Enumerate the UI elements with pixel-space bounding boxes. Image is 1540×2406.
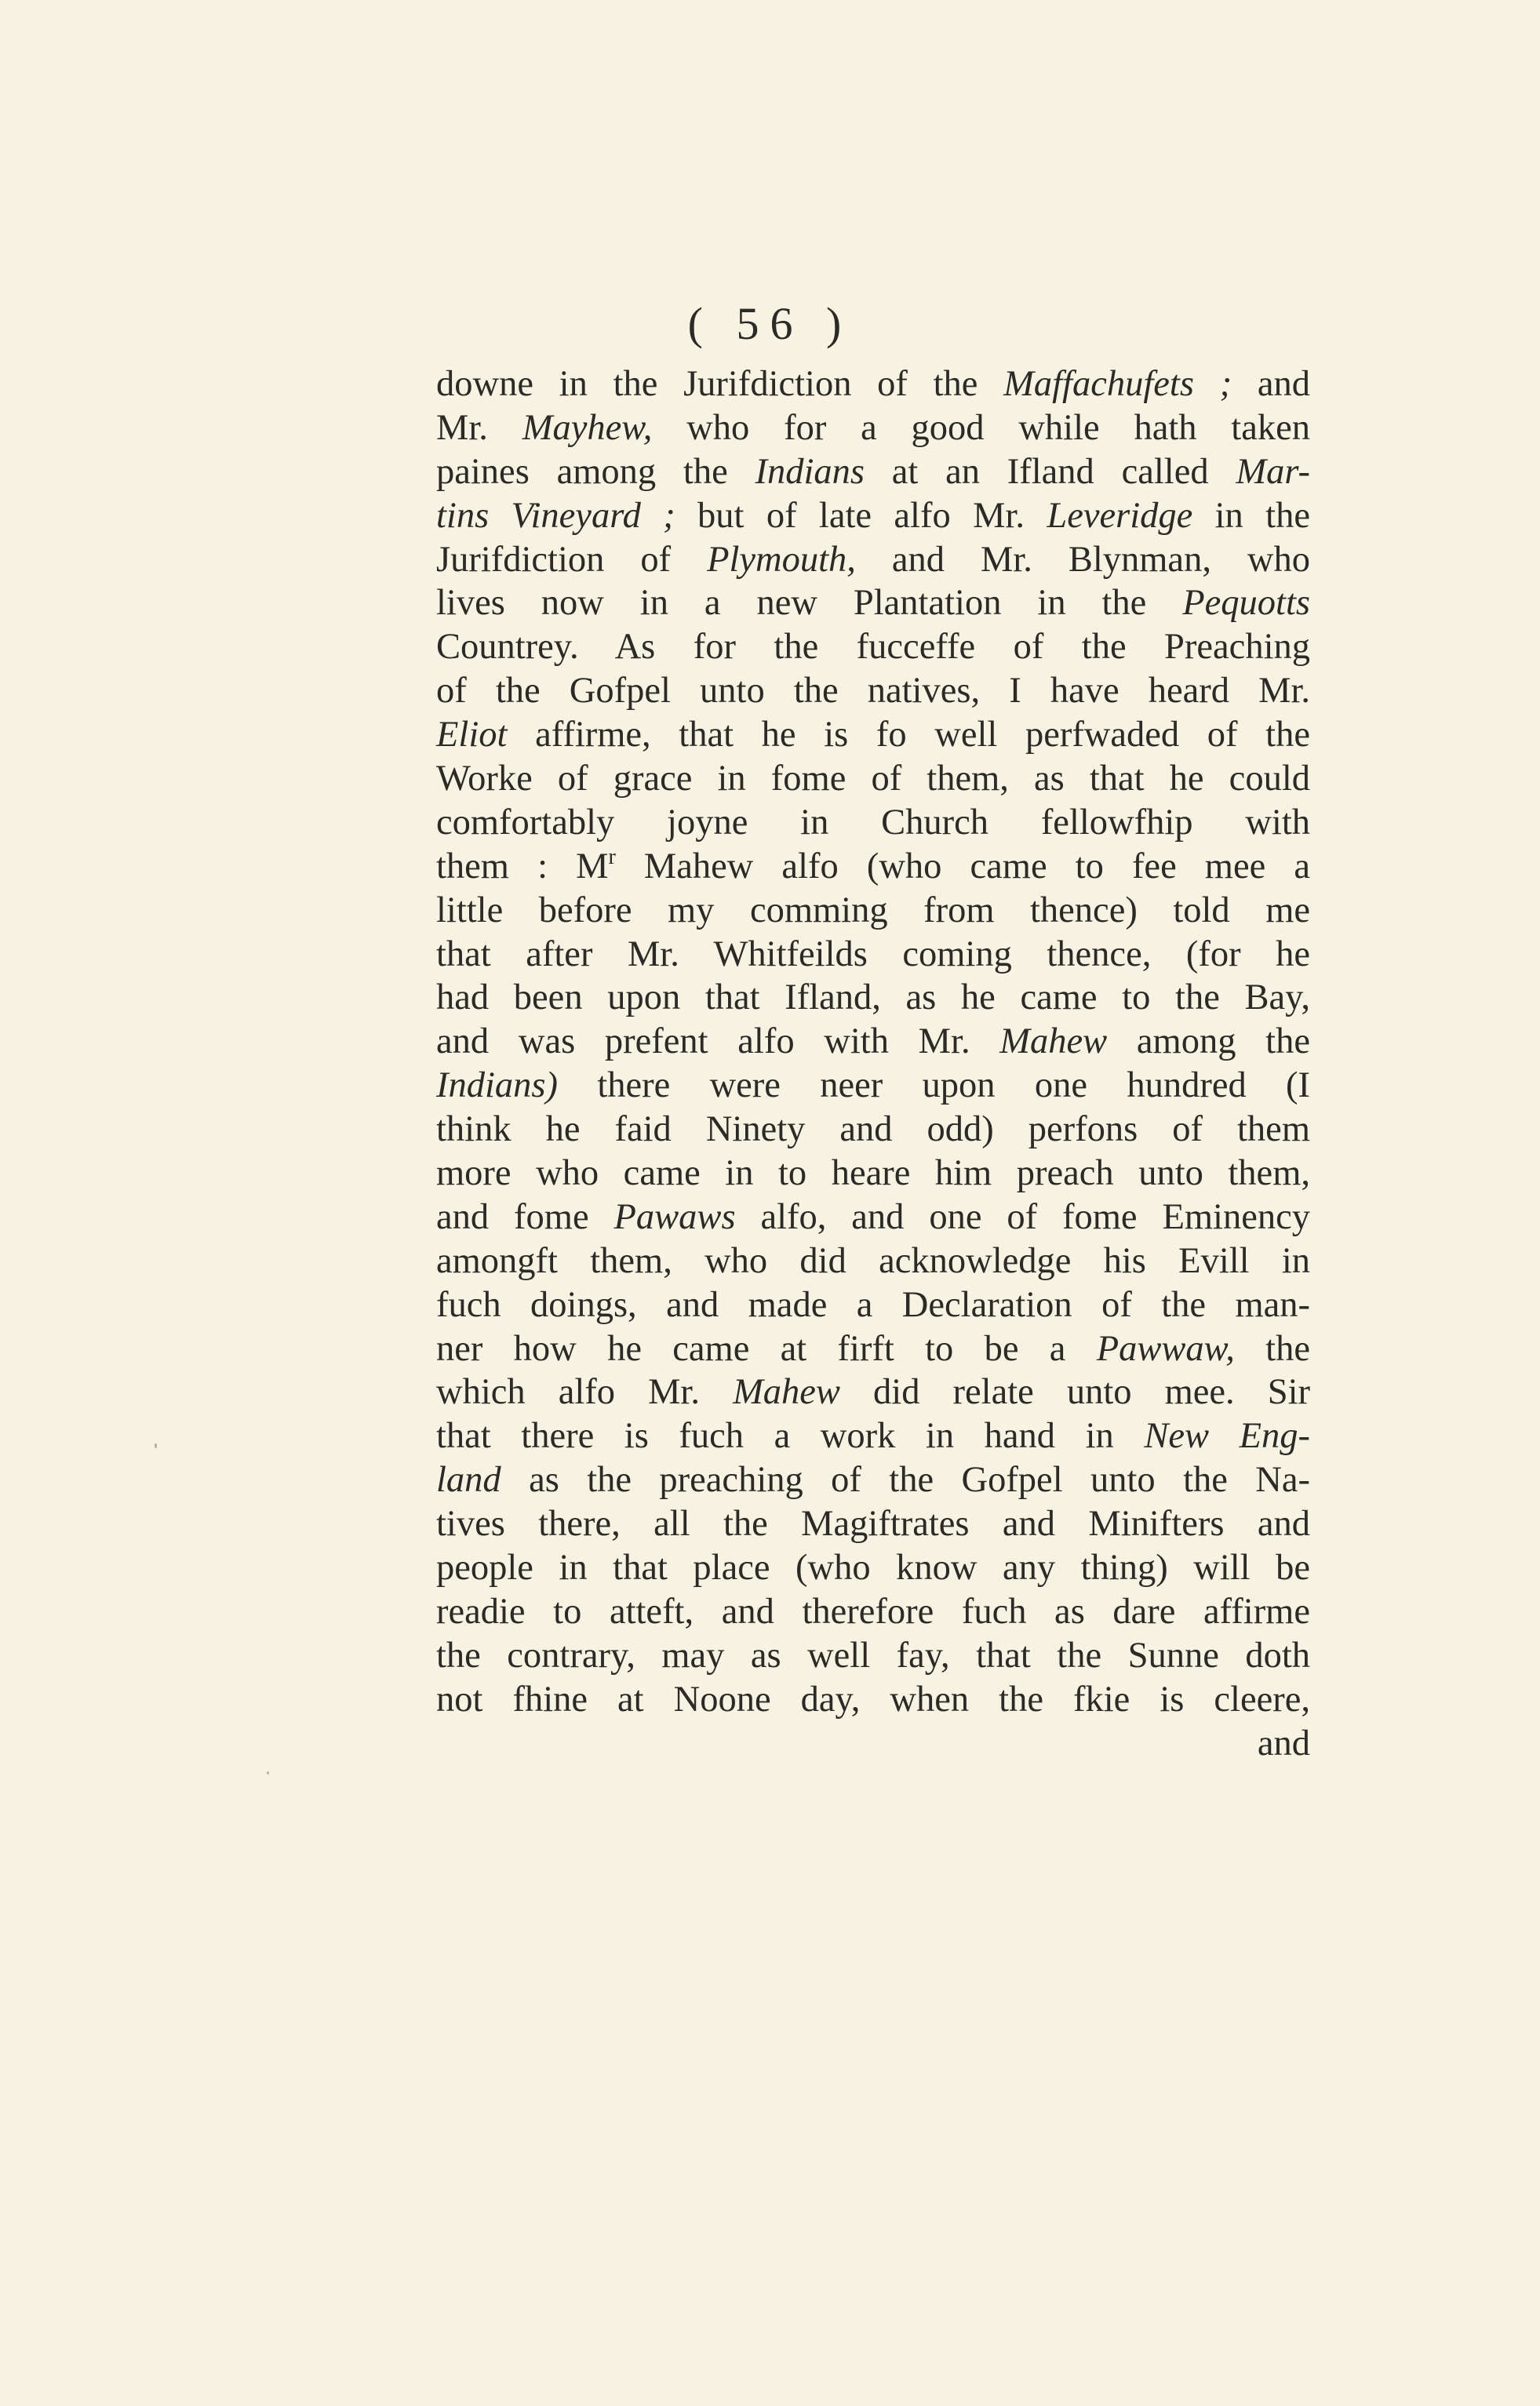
text-run: in the bbox=[1192, 495, 1310, 536]
italic-text: Indians) bbox=[436, 1065, 558, 1106]
italic-text: Mahew bbox=[999, 1021, 1108, 1062]
text-run: readie to atteft, and therefore fuch as dare affirme bbox=[436, 1591, 1310, 1632]
italic-text: Indians bbox=[755, 451, 865, 492]
text-line bbox=[436, 494, 1310, 538]
paper-speck bbox=[155, 1443, 157, 1448]
text-run: comfortably joyne in Church fellowfhip with bbox=[436, 802, 1310, 843]
text-run: and bbox=[1257, 1723, 1310, 1764]
text-line bbox=[436, 1020, 1310, 1064]
text-run: and bbox=[1232, 364, 1310, 404]
text-run: among the bbox=[1107, 1021, 1310, 1062]
text-run: little before my comming from thence) told me bbox=[436, 890, 1310, 930]
text-run: who for a good while hath taken bbox=[652, 407, 1311, 448]
italic-text: Plymouth, bbox=[707, 539, 856, 580]
text-run: as the preaching of the Gofpel unto the Na- bbox=[501, 1460, 1310, 1501]
text-line bbox=[436, 801, 1310, 845]
text-line bbox=[436, 362, 1310, 406]
text-run: the contrary, may as well fay, that the Sunne doth bbox=[436, 1635, 1310, 1676]
text-line bbox=[436, 1722, 1310, 1766]
text-run: think he faid Ninety and odd) perfons of them bbox=[436, 1109, 1310, 1150]
italic-text: Mayhew, bbox=[522, 407, 653, 448]
text-line bbox=[436, 1327, 1310, 1371]
text-line bbox=[436, 1370, 1310, 1414]
text-run: alfo, and one of fome Eminency bbox=[735, 1196, 1311, 1237]
text-line bbox=[436, 1108, 1310, 1152]
text-run: that there is fuch a work in hand in bbox=[436, 1416, 1145, 1457]
text-run: the bbox=[1234, 1328, 1310, 1369]
text-line bbox=[436, 1064, 1310, 1108]
text-run: Mahew alfo (who came to fee mee a bbox=[615, 846, 1310, 886]
text-run: which alfo Mr. bbox=[436, 1372, 734, 1413]
text-run: of the Gofpel unto the natives, I have heard Mr. bbox=[436, 671, 1310, 712]
italic-text: New Eng- bbox=[1144, 1416, 1311, 1457]
text-line bbox=[436, 889, 1310, 933]
text-line bbox=[436, 669, 1310, 713]
text-run: tives there, all the Magiftrates and Minifters and bbox=[436, 1504, 1310, 1545]
italic-text: Pequotts bbox=[1182, 583, 1310, 624]
text-line bbox=[436, 1678, 1310, 1722]
italic-text: Mar- bbox=[1236, 451, 1310, 492]
text-line bbox=[436, 1634, 1310, 1678]
text-line bbox=[436, 1546, 1310, 1590]
text-line bbox=[436, 625, 1310, 669]
text-line bbox=[436, 1590, 1310, 1634]
text-line bbox=[436, 845, 1310, 889]
text-line bbox=[436, 1458, 1310, 1502]
italic-text: Eliot bbox=[436, 715, 508, 755]
text-line bbox=[436, 538, 1310, 582]
text-line bbox=[436, 757, 1310, 801]
italic-text: Pawwaw, bbox=[1096, 1328, 1235, 1369]
text-run: not fhine at Noone day, when the fkie is cleere, bbox=[436, 1679, 1310, 1720]
text-line bbox=[436, 406, 1310, 450]
italic-text: Pawaws bbox=[613, 1196, 736, 1237]
text-line bbox=[436, 1283, 1310, 1327]
text-line bbox=[436, 1239, 1310, 1283]
text-run: had been upon that Ifland, as he came to the Bay, bbox=[436, 977, 1310, 1018]
text-run: and was prefent alfo with Mr. bbox=[436, 1021, 1000, 1062]
italic-text: tins Vineyard ; bbox=[436, 495, 675, 536]
italic-text: Leveridge bbox=[1047, 495, 1193, 536]
text-run: downe in the Jurifdiction of the bbox=[436, 364, 1004, 404]
text-line bbox=[436, 713, 1310, 757]
text-run: lives now in a new Plantation in the bbox=[436, 583, 1183, 624]
text-run: more who came in to heare him preach unto them, bbox=[436, 1153, 1310, 1194]
text-run: Jurifdiction of bbox=[436, 539, 708, 580]
text-run: Mr. bbox=[436, 407, 522, 448]
page-number: ( 56 ) bbox=[687, 298, 853, 349]
text-run: them : M bbox=[436, 846, 609, 886]
superscript-text: r bbox=[608, 844, 616, 869]
italic-text: Mahew bbox=[733, 1372, 840, 1413]
italic-text: land bbox=[436, 1460, 501, 1501]
text-line bbox=[436, 450, 1310, 494]
text-line bbox=[436, 1196, 1310, 1239]
text-run: fuch doings, and made a Declaration of the man- bbox=[436, 1284, 1310, 1325]
text-line bbox=[436, 1502, 1310, 1546]
text-run: there were neer upon one hundred (I bbox=[558, 1065, 1310, 1106]
text-run: that after Mr. Whitfeilds coming thence, (for he bbox=[436, 934, 1310, 974]
text-run: ner how he came at firft to be a bbox=[436, 1328, 1097, 1369]
italic-text: Maffachufets ; bbox=[1003, 364, 1232, 404]
text-run: did relate unto mee. Sir bbox=[839, 1372, 1310, 1413]
text-run: at an Ifland called bbox=[865, 451, 1236, 492]
text-line bbox=[436, 1414, 1310, 1458]
text-run: Countrey. As for the fucceffe of the Preaching bbox=[436, 627, 1310, 668]
text-run: people in that place (who know any thing) will be bbox=[436, 1548, 1310, 1589]
text-line bbox=[436, 976, 1310, 1020]
text-line bbox=[436, 581, 1310, 625]
text-run: amongft them, who did acknowledge his Evill in bbox=[436, 1240, 1310, 1281]
text-line bbox=[436, 933, 1310, 977]
text-run: and fome bbox=[436, 1196, 614, 1237]
text-run: but of late alfo Mr. bbox=[675, 495, 1047, 536]
text-run: affirme, that he is fo well perfwaded of the bbox=[507, 715, 1310, 755]
body-text bbox=[436, 362, 1310, 1766]
text-run: Worke of grace in fome of them, as that he could bbox=[436, 759, 1310, 799]
text-run: and Mr. Blynman, who bbox=[855, 539, 1310, 580]
paper-speck bbox=[267, 1771, 269, 1774]
text-line bbox=[436, 1152, 1310, 1196]
text-run: paines among the bbox=[436, 451, 755, 492]
